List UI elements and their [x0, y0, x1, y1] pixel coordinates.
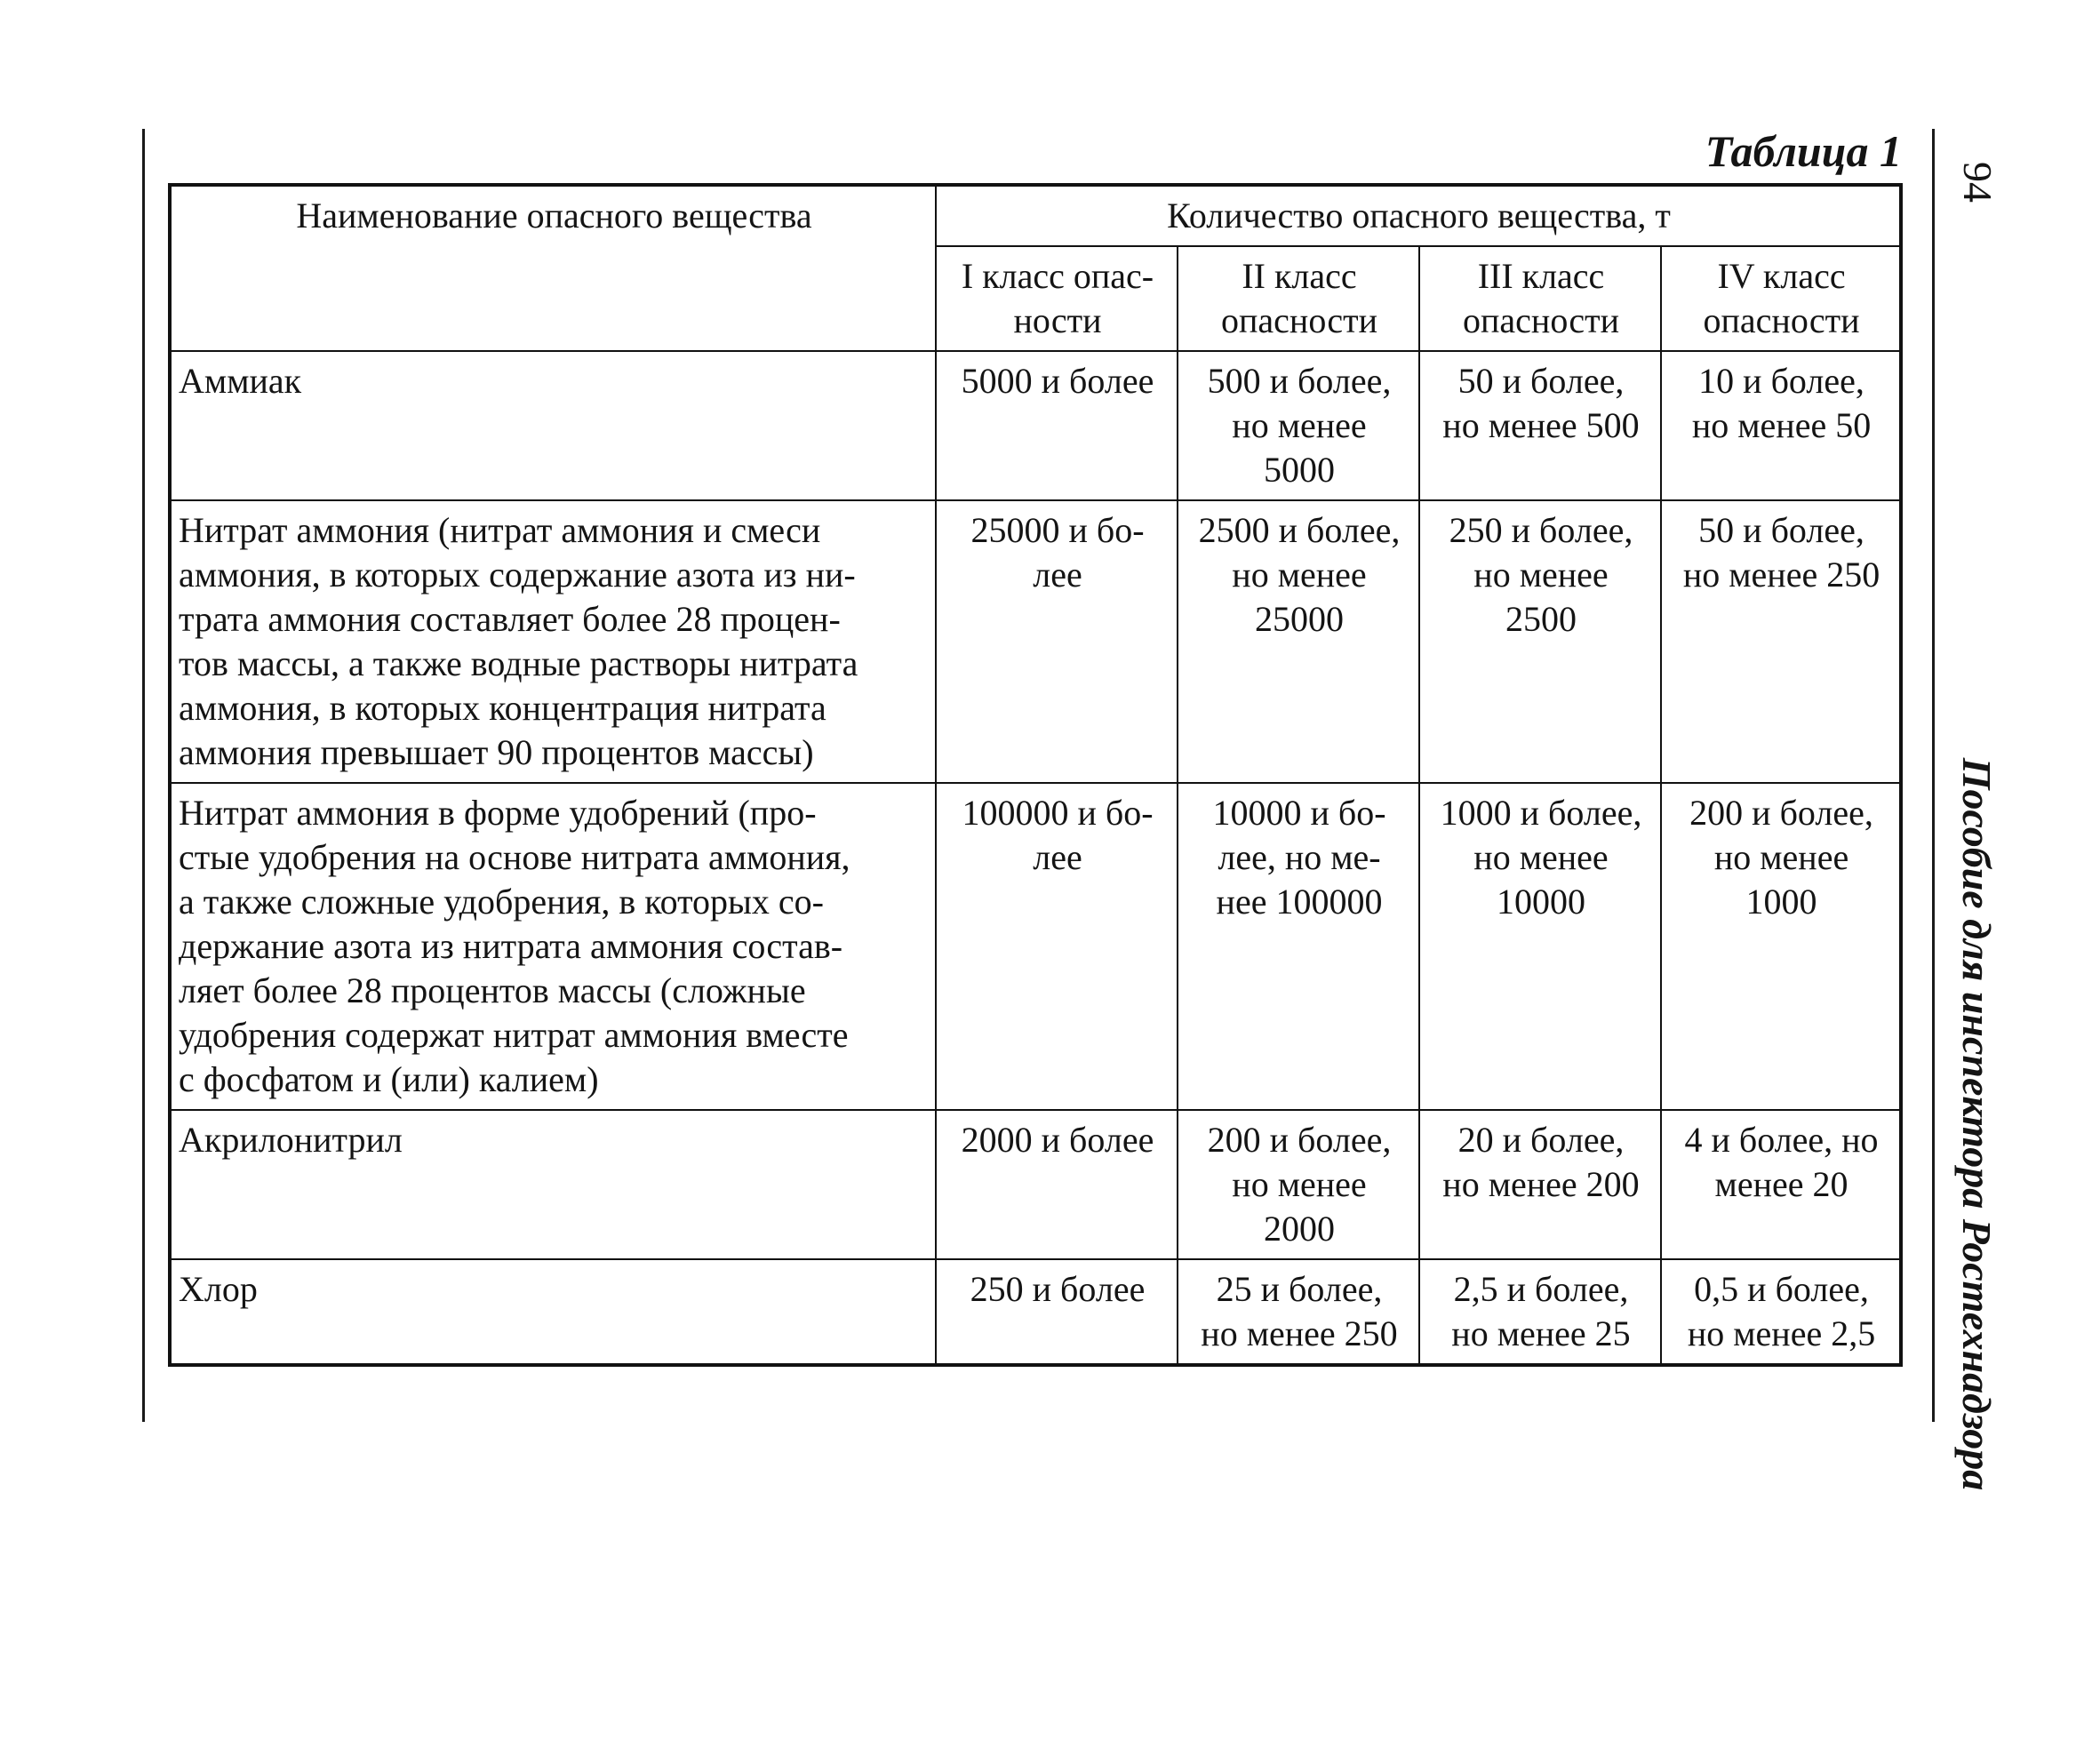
value-line: 1000 и более,	[1440, 793, 1642, 833]
value-line: 20 и более,	[1457, 1120, 1625, 1160]
value-line: менее 20	[1714, 1164, 1848, 1204]
class-1-value-cell	[936, 500, 1178, 783]
value-line: 2000	[1264, 1209, 1335, 1249]
value-line: 250 и более,	[1449, 510, 1633, 550]
substance-name-line: Аммиак	[179, 361, 302, 401]
value-line: 50 и более,	[1698, 510, 1864, 550]
value-line: 25000 и бо-	[970, 510, 1145, 550]
value-line: 50 и более,	[1457, 361, 1625, 401]
substance-name-cell	[170, 1110, 936, 1259]
header-class-3-line-2: опасности	[1463, 300, 1619, 340]
substance-name-line: удобрения содержат нитрат аммония вместе	[179, 1015, 849, 1055]
substance-name-line: трата аммония составляет более 28 процен-	[179, 599, 841, 639]
substance-name-line: а также сложные удобрения, в которых со-	[179, 882, 824, 922]
substance-name-line: тов массы, а также водные растворы нитрата	[179, 643, 858, 683]
substance-name-line: держание азота из нитрата аммония состав-	[179, 926, 843, 966]
running-title: Пособие для инспектора Ростехнадзора	[1954, 757, 2000, 1491]
left-margin-rule	[142, 129, 145, 1422]
hazardous-substances-table	[168, 183, 1903, 1367]
class-1-value-cell	[936, 783, 1178, 1110]
value-line: но менее 2,5	[1687, 1313, 1876, 1353]
value-line: но менее	[1232, 405, 1367, 445]
substance-name-line: Нитрат аммония в форме удобрений (про-	[179, 793, 817, 833]
substance-name-line: аммония, в которых содержание азота из ни-	[179, 555, 856, 595]
value-line: 10000 и бо-	[1212, 793, 1386, 833]
class-4-value-cell	[1661, 1110, 1901, 1259]
value-line: 2000 и более	[961, 1120, 1154, 1160]
class-3-value-cell	[1419, 500, 1661, 783]
value-line: но менее 50	[1691, 405, 1872, 445]
table-row	[170, 500, 1901, 783]
substance-name-cell	[170, 783, 936, 1110]
class-1-value-cell	[936, 351, 1178, 500]
value-line: но менее 200	[1442, 1164, 1640, 1204]
header-quantity-group: Количество опасного вещества, т	[936, 185, 1901, 246]
class-2-value-cell	[1178, 783, 1419, 1110]
substance-name-line: с фосфатом и (или) калием)	[179, 1059, 599, 1099]
substance-name-line: аммония, в которых концентрация нитрата	[179, 688, 826, 728]
value-line: 10000	[1497, 882, 1585, 922]
class-3-value-cell	[1419, 1259, 1661, 1365]
header-class-4-line-1: IV класс	[1717, 256, 1846, 296]
class-1-value-cell	[936, 1110, 1178, 1259]
class-4-value-cell	[1661, 1259, 1901, 1365]
substance-name-line: Акрилонитрил	[179, 1120, 403, 1160]
substance-name-cell	[170, 351, 936, 500]
value-line: 5000 и более	[961, 361, 1154, 401]
value-line: 4 и более, но	[1684, 1120, 1879, 1160]
value-line: 10 и более,	[1698, 361, 1864, 401]
header-class-1-line-2: ности	[1013, 300, 1102, 340]
substance-name-cell	[170, 500, 936, 783]
header-class-4	[1661, 246, 1901, 351]
value-line: 2,5 и более,	[1453, 1269, 1629, 1309]
value-line: 2500	[1505, 599, 1577, 639]
header-substance-name: Наименование опасного вещества	[170, 185, 936, 351]
class-4-value-cell	[1661, 783, 1901, 1110]
value-line: но менее	[1713, 837, 1849, 877]
value-line: 200 и более,	[1689, 793, 1873, 833]
class-3-value-cell	[1419, 1110, 1661, 1259]
table-row	[170, 1259, 1901, 1365]
value-line: 25 и более,	[1216, 1269, 1383, 1309]
value-line: 100000 и бо-	[962, 793, 1154, 833]
table-caption: Таблица 1	[1705, 126, 1902, 176]
header-class-1	[936, 246, 1178, 351]
value-line: 5000	[1264, 450, 1335, 490]
table-row	[170, 351, 1901, 500]
substance-name-line: Нитрат аммония (нитрат аммония и смеси	[179, 510, 821, 550]
substance-name-line: аммония превышает 90 процентов массы)	[179, 732, 814, 772]
value-line: но менее 25	[1451, 1313, 1631, 1353]
value-line: нее 100000	[1216, 882, 1383, 922]
value-line: но менее	[1232, 555, 1367, 595]
value-line: но менее	[1473, 555, 1609, 595]
header-class-3-line-1: III класс	[1477, 256, 1605, 296]
value-line: но менее 250	[1682, 555, 1880, 595]
class-2-value-cell	[1178, 1110, 1419, 1259]
value-line: 250 и более	[970, 1269, 1146, 1309]
table-row	[170, 783, 1901, 1110]
value-line: 2500 и более,	[1198, 510, 1401, 550]
header-class-2	[1178, 246, 1419, 351]
value-line: 0,5 и более,	[1694, 1269, 1869, 1309]
value-line: 200 и более,	[1207, 1120, 1392, 1160]
value-line: 500 и более,	[1207, 361, 1392, 401]
header-class-4-line-2: опасности	[1703, 300, 1860, 340]
right-margin-rule	[1932, 129, 1935, 1422]
value-line: но менее 500	[1442, 405, 1640, 445]
class-4-value-cell	[1661, 500, 1901, 783]
class-1-value-cell	[936, 1259, 1178, 1365]
value-line: лее	[1033, 837, 1082, 877]
header-class-3	[1419, 246, 1661, 351]
value-line: лее	[1033, 555, 1082, 595]
class-2-value-cell	[1178, 500, 1419, 783]
class-2-value-cell	[1178, 1259, 1419, 1365]
class-3-value-cell	[1419, 783, 1661, 1110]
class-2-value-cell	[1178, 351, 1419, 500]
header-row-1	[170, 185, 1901, 246]
substance-name-line: Хлор	[179, 1269, 258, 1309]
value-line: но менее	[1473, 837, 1609, 877]
table-row	[170, 1110, 1901, 1259]
value-line: но менее	[1232, 1164, 1367, 1204]
value-line: лее, но ме-	[1218, 837, 1381, 877]
page-number: 94	[1955, 162, 2000, 203]
substance-name-line: стые удобрения на основе нитрата аммония,	[179, 837, 850, 877]
class-3-value-cell	[1419, 351, 1661, 500]
substance-name-cell	[170, 1259, 936, 1365]
value-line: но менее 250	[1201, 1313, 1398, 1353]
header-class-2-line-2: опасности	[1221, 300, 1377, 340]
header-class-1-line-1: I класс опас-	[961, 256, 1154, 296]
value-line: 1000	[1745, 882, 1817, 922]
class-4-value-cell	[1661, 351, 1901, 500]
substance-name-line: ляет более 28 процентов массы (сложные	[179, 970, 806, 1010]
header-class-2-line-1: II класс	[1242, 256, 1357, 296]
value-line: 25000	[1255, 599, 1344, 639]
